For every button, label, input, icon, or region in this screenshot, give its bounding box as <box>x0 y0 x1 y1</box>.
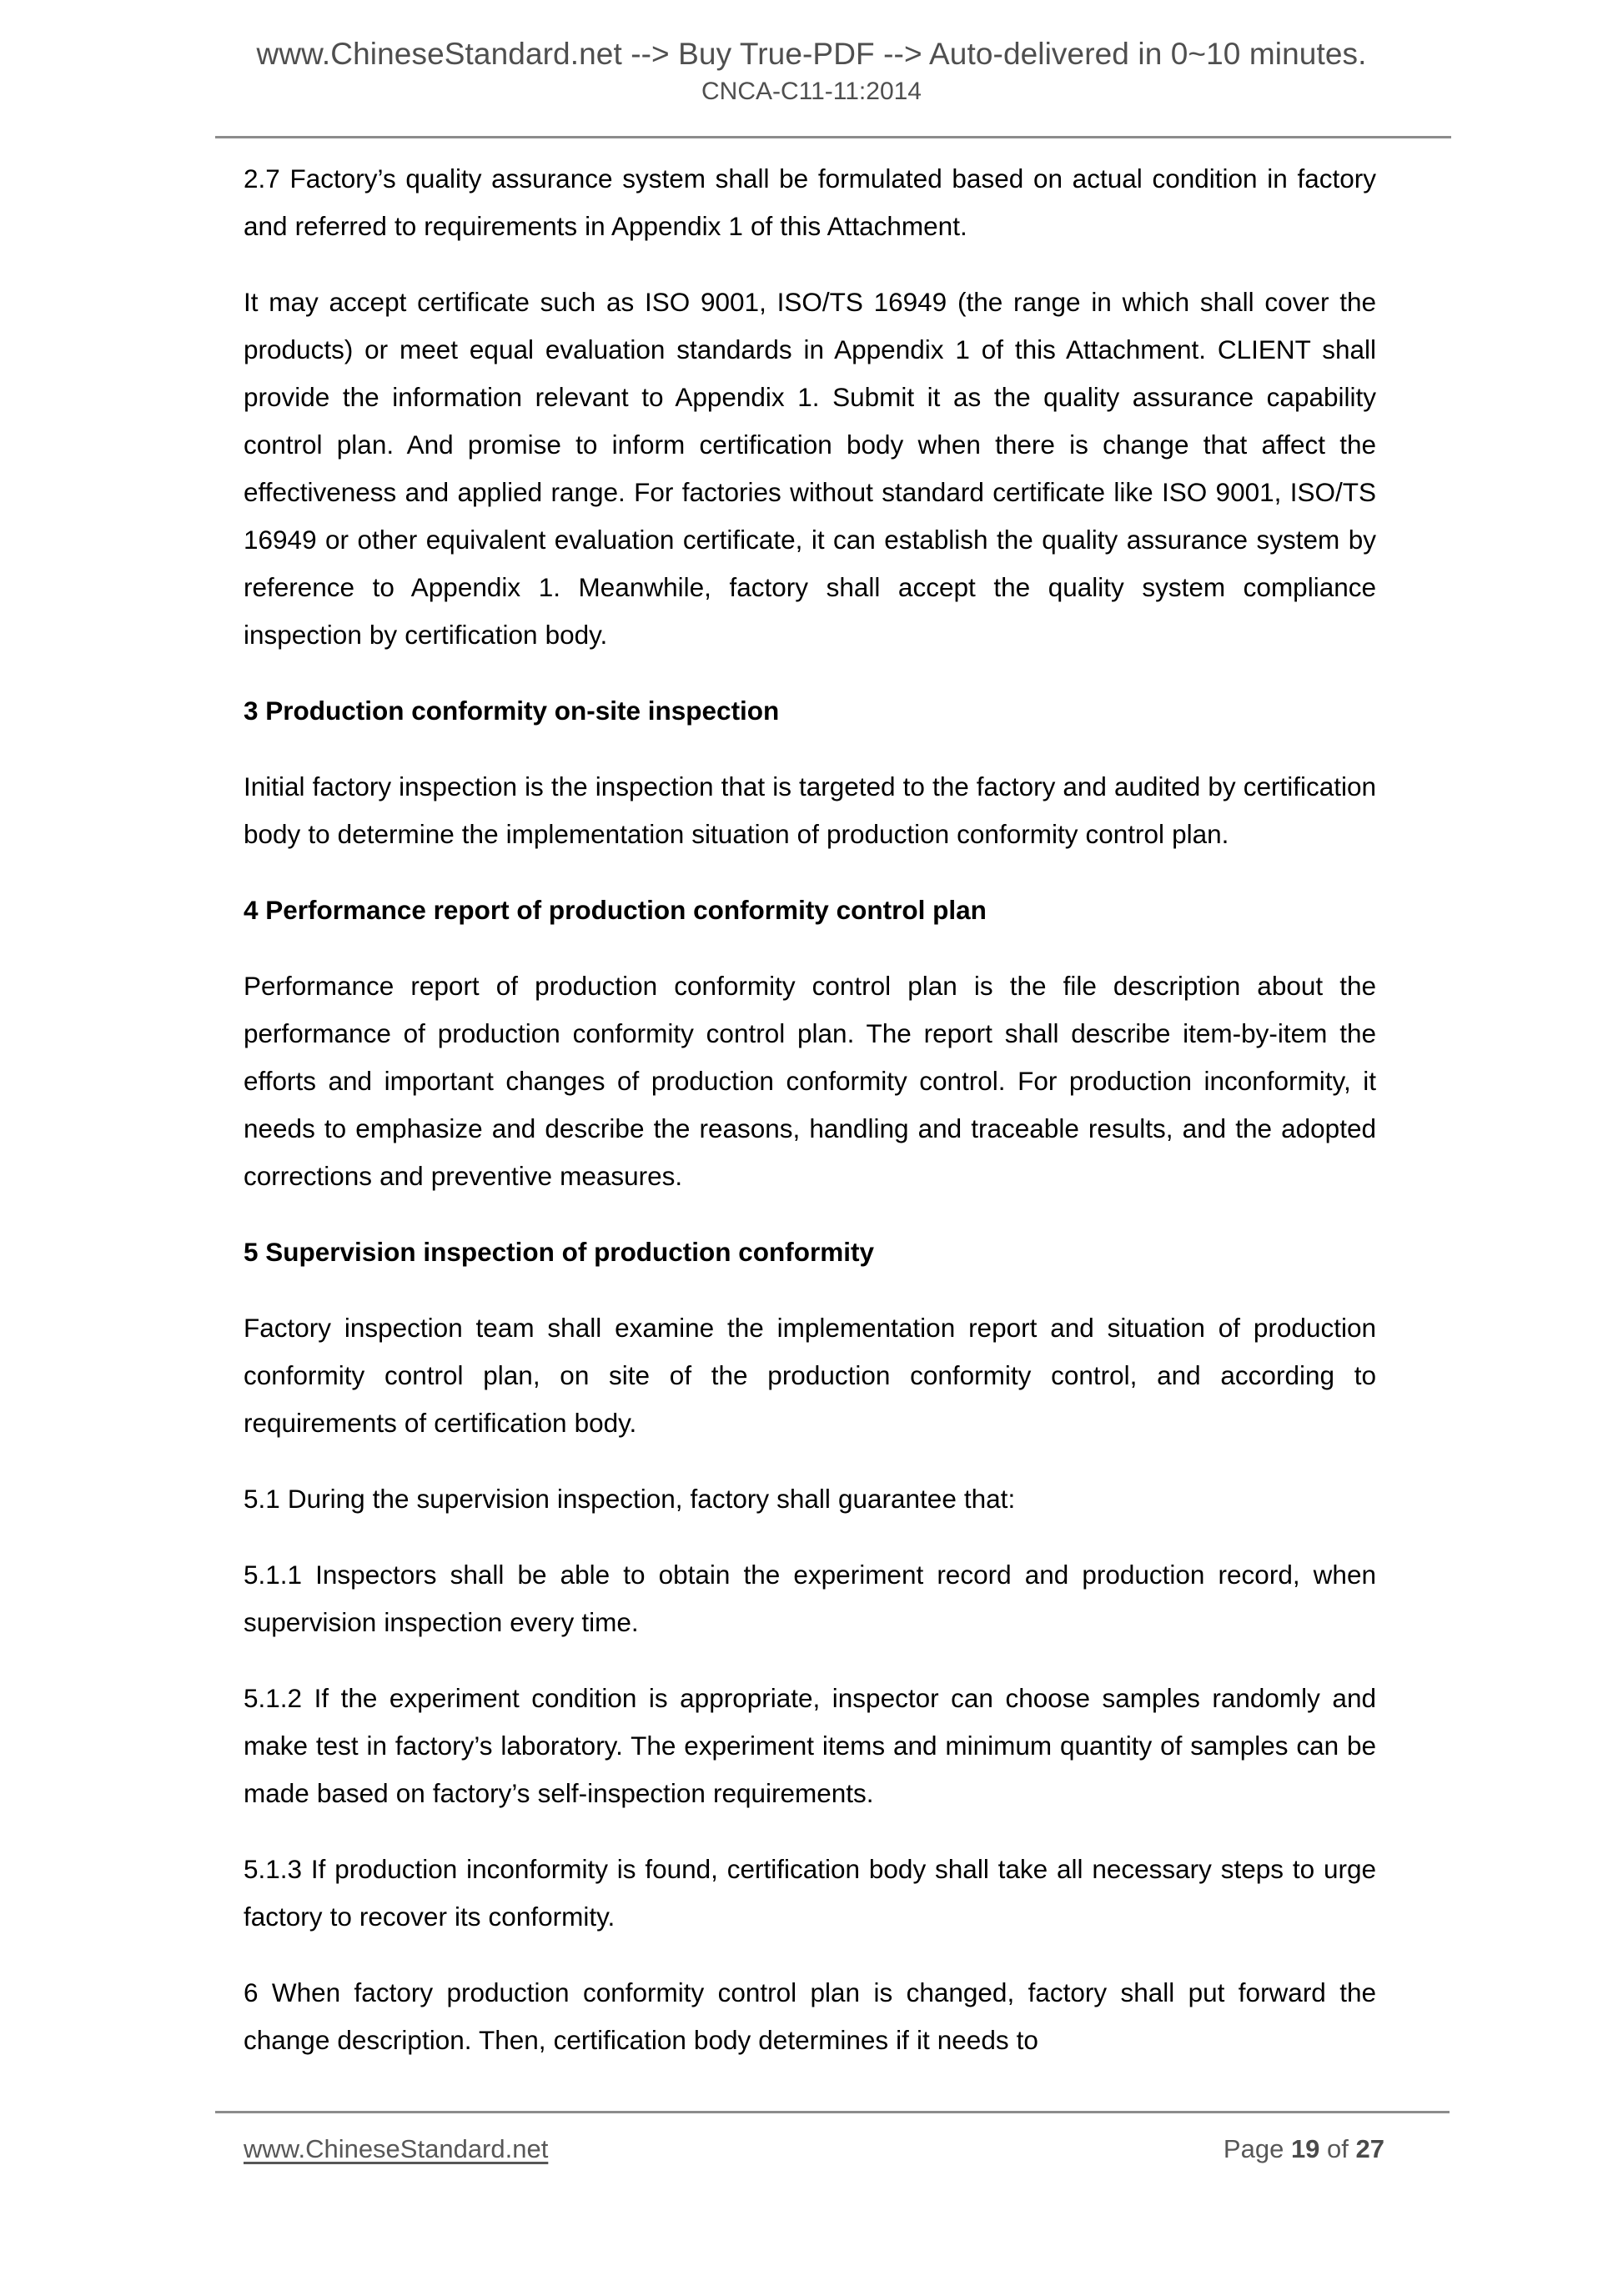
body-paragraph: 6 When factory production conformity control plan is changed, factory shall put forward the change description. Then, certification body determines if it needs to <box>244 1977 1376 2055</box>
page-number-prefix: Page <box>1223 2134 1291 2163</box>
body-paragraph: It may accept certificate such as ISO 9001, ISO/TS 16949 (the range in which shall cover the products) or meet equal evaluation standards in Appendix 1 of this Attachment. CLIENT shall provide the information relevant to Appendix 1. Submit it as the quality assurance capability control plan. And promise to inform certification body when there is change that affect the effectiveness and applied range. For factories without standard certificate like ISO 9001, ISO/TS 16949 or other equivalent evaluation certificate, it can establish the quality assurance system by reference to Appendix 1. Meanwhile, factory shall accept the quality system compliance inspection by certification body. <box>244 287 1376 650</box>
section-heading: 4 Performance report of production conformity control plan <box>244 895 987 925</box>
body-paragraph: Performance report of production conformity control plan is the file description about the performance of production conformity control plan. The report shall describe item-by-item the efforts and important changes of production conformity control. For production inconformity, it needs to emphasize and describe the reasons, handling and traceable results, and the adopted corrections and preventive measures. <box>244 971 1376 1191</box>
page-number-middle: of <box>1319 2134 1356 2163</box>
footer-divider <box>215 2111 1450 2113</box>
header-divider <box>215 136 1451 138</box>
section-heading: 5 Supervision inspection of production conformity <box>244 1237 875 1267</box>
body-paragraph: 5.1.3 If production inconformity is found, certification body shall take all necessary steps to urge factory to recover its conformity. <box>244 1854 1376 1932</box>
page-footer <box>244 2132 1384 2167</box>
body-paragraph: 5.1.2 If the experiment condition is appropriate, inspector can choose samples randomly and make test in factory’s laboratory. The experiment items and minimum quantity of samples can be made based on factory’s self-inspection requirements. <box>244 1683 1376 1808</box>
document-body <box>244 155 1376 2093</box>
promo-banner-text: www.ChineseStandard.net --> Buy True-PDF --> Auto-delivered in 0~10 minutes. <box>256 37 1367 71</box>
body-paragraph: 5.1 During the supervision inspection, factory shall guarantee that: <box>244 1484 1016 1514</box>
body-paragraph: 2.7 Factory’s quality assurance system shall be formulated based on actual condition in factory and referred to requirements in Appendix 1 of this Attachment. <box>244 163 1376 241</box>
page-number <box>1224 2132 1384 2167</box>
body-paragraph: Factory inspection team shall examine the implementation report and situation of production conformity control plan, on site of the production conformity control, and according to requirements of certification body. <box>244 1313 1376 1438</box>
page-header <box>0 0 1623 108</box>
section-heading: 3 Production conformity on-site inspection <box>244 696 780 726</box>
page-number-current: 19 <box>1290 2134 1320 2163</box>
document-code: CNCA-C11-11:2014 <box>701 78 922 105</box>
body-paragraph: Initial factory inspection is the inspection that is targeted to the factory and audited by certification body to determine the implementation situation of production conformity control plan. <box>244 771 1377 849</box>
footer-site-link[interactable]: www.ChineseStandard.net <box>244 2134 549 2163</box>
page-number-total: 27 <box>1355 2134 1384 2163</box>
body-paragraph: 5.1.1 Inspectors shall be able to obtain the experiment record and production record, when supervision inspection every time. <box>244 1560 1376 1637</box>
